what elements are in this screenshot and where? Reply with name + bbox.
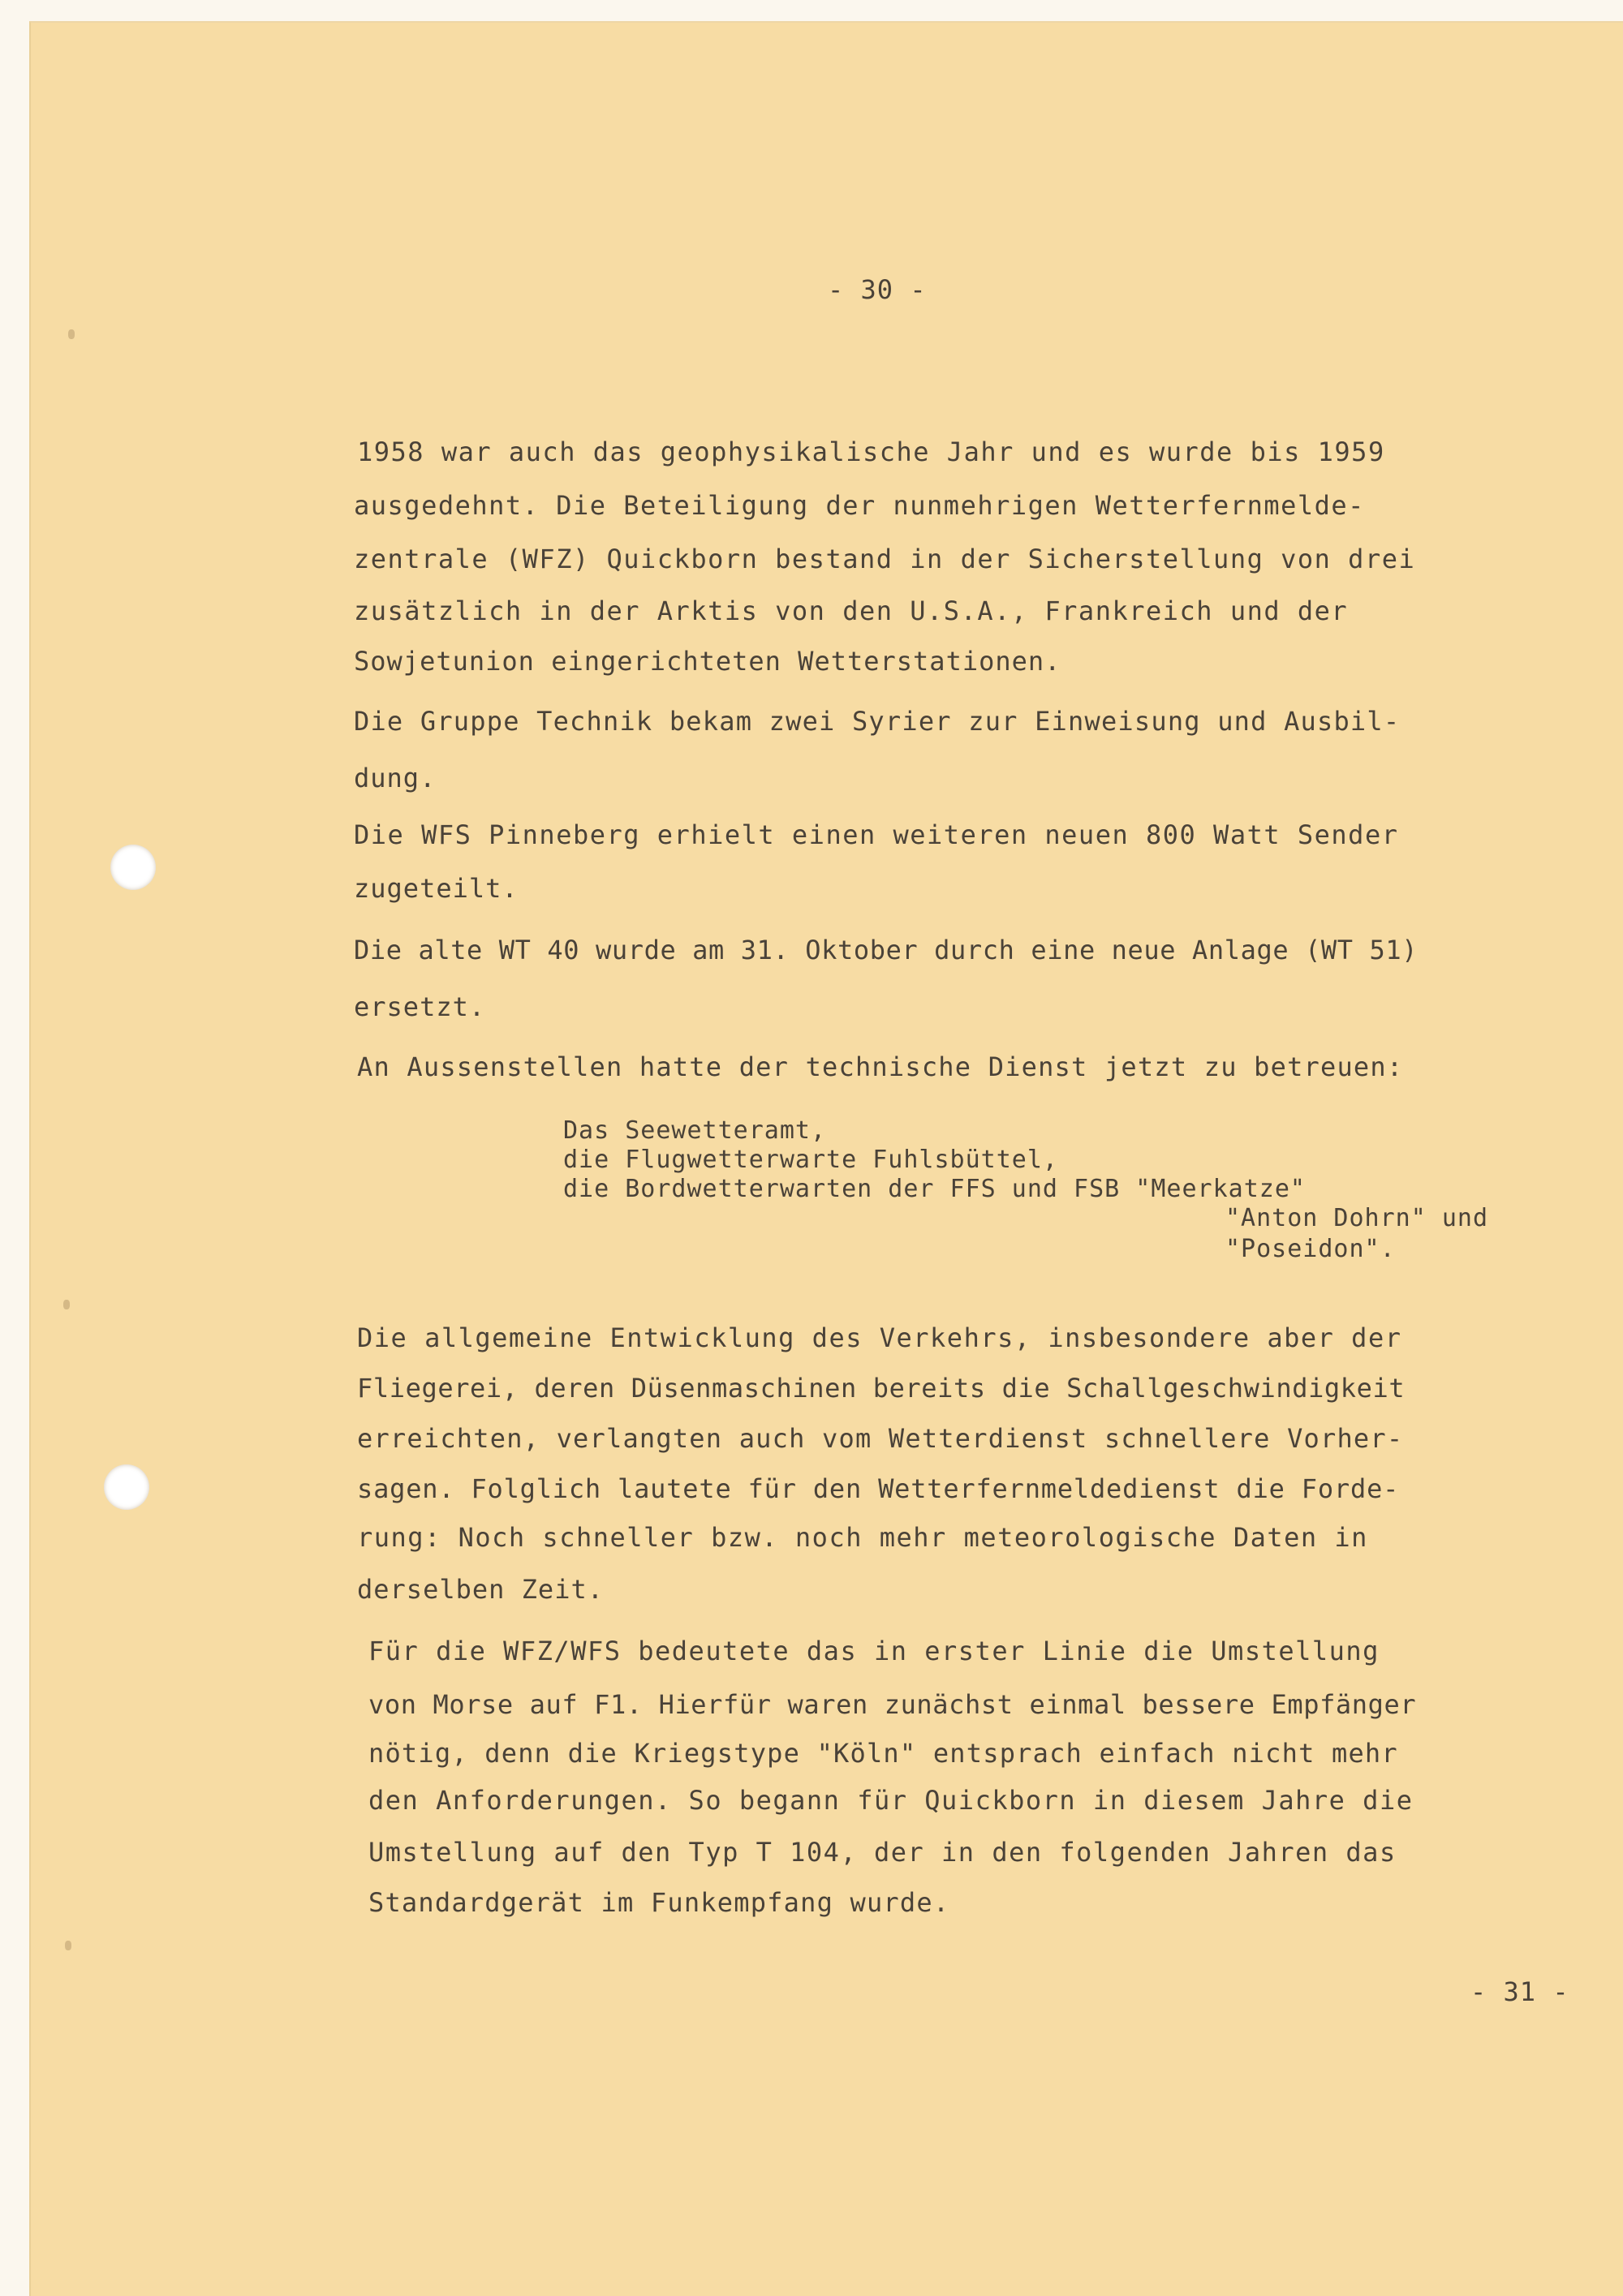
text-line: Für die WFZ/WFS bedeutete das in erster Linie die Umstellung [368, 1636, 1380, 1666]
text-line: Standardgerät im Funkempfang wurde. [368, 1887, 950, 1918]
text-line: Die Gruppe Technik bekam zwei Syrier zur Einweisung und Ausbil- [354, 706, 1401, 737]
text-line: derselben Zeit. [357, 1574, 604, 1605]
paper-speck [68, 329, 75, 339]
list-item: "Anton Dohrn" und [1225, 1204, 1489, 1232]
text-line: nötig, denn die Kriegstype "Köln" entsprach einfach nicht mehr [368, 1738, 1398, 1769]
paper-speck [65, 1941, 71, 1950]
text-line: Umstellung auf den Typ T 104, der in den folgenden Jahren das [368, 1837, 1397, 1868]
text-line: von Morse auf F1. Hierfür waren zunächst einmal bessere Empfänger [368, 1689, 1417, 1720]
text-line: dung. [354, 763, 437, 793]
text-line: Die WFS Pinneberg erhielt einen weiteren neuen 800 Watt Sender [354, 819, 1399, 850]
next-page-marker: - 31 - [1470, 1976, 1569, 2007]
text-line: erreichten, verlangten auch vom Wetterdienst schnellere Vorher- [357, 1423, 1404, 1454]
text-line: rung: Noch schneller bzw. noch mehr meteorologische Daten in [357, 1522, 1368, 1553]
text-line: An Aussenstellen hatte der technische Dienst jetzt zu betreuen: [357, 1051, 1404, 1082]
list-item: die Flugwetterwarte Fuhlsbüttel, [563, 1146, 1058, 1174]
text-line: Die allgemeine Entwicklung des Verkehrs, insbesondere aber der [357, 1322, 1402, 1353]
text-line: Sowjetunion eingerichteten Wetterstationen. [354, 646, 1061, 677]
page-number: - 30 - [828, 274, 927, 305]
punch-hole-upper [110, 845, 156, 890]
paper-speck [63, 1300, 70, 1309]
text-line: ersetzt. [354, 991, 486, 1022]
text-line: den Anforderungen. So begann für Quickborn in diesem Jahre die [368, 1785, 1414, 1816]
text-line: zugeteilt. [354, 873, 519, 904]
list-item: die Bordwetterwarten der FFS und FSB "Meerkatze" [563, 1175, 1306, 1203]
text-line: zentrale (WFZ) Quickborn bestand in der Sicherstellung von drei [354, 544, 1416, 574]
text-line: 1958 war auch das geophysikalische Jahr und es wurde bis 1959 [357, 436, 1385, 467]
text-line: ausgedehnt. Die Beteiligung der nunmehrigen Wetterfernmelde- [354, 490, 1365, 521]
text-line: zusätzlich in der Arktis von den U.S.A., Frankreich und der [354, 595, 1349, 626]
punch-hole-lower [104, 1464, 149, 1510]
text-line: sagen. Folglich lautete für den Wetterfernmeldedienst die Forde- [357, 1473, 1400, 1504]
list-item: "Poseidon". [1225, 1235, 1396, 1263]
text-line: Die alte WT 40 wurde am 31. Oktober durch eine neue Anlage (WT 51) [354, 935, 1419, 965]
list-item: Das Seewetteramt, [563, 1116, 827, 1145]
text-line: Fliegerei, deren Düsenmaschinen bereits die Schallgeschwindigkeit [357, 1373, 1406, 1404]
